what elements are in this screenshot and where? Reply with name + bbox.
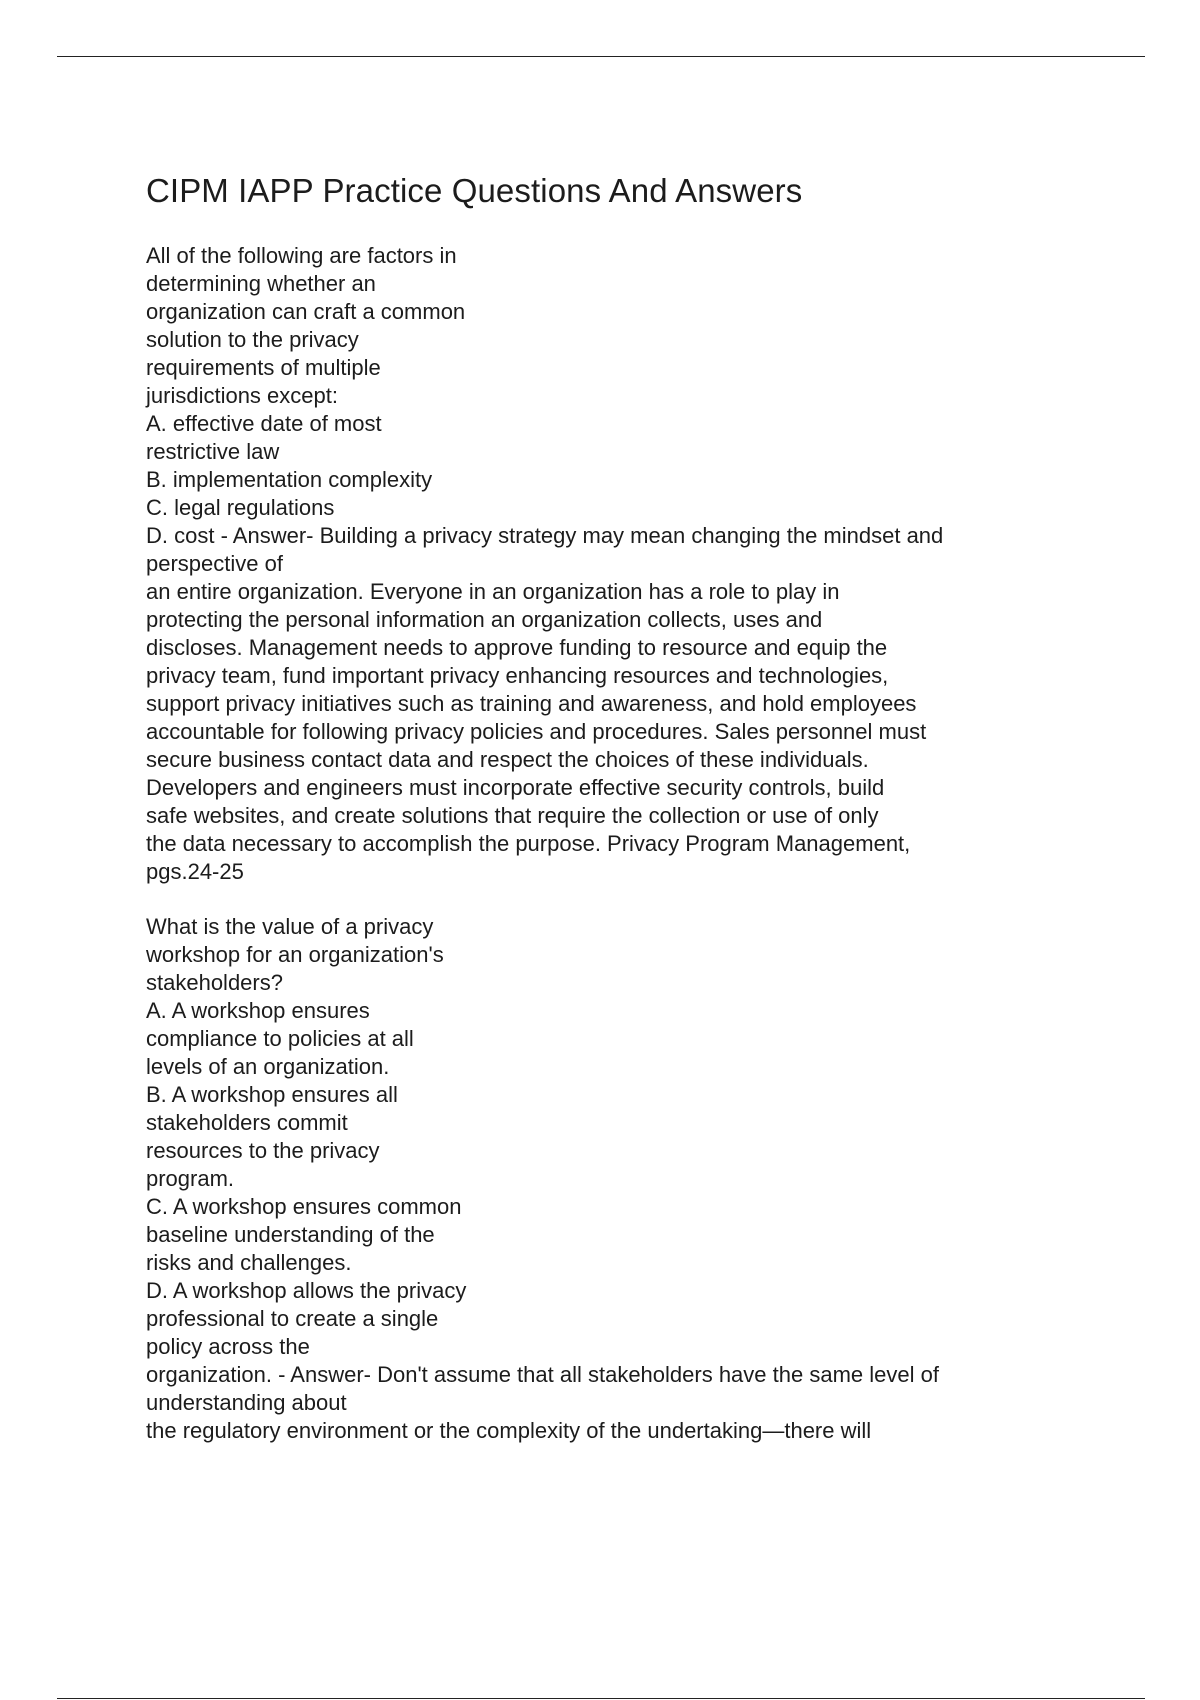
option-line: D. A workshop allows the privacy (146, 1278, 467, 1303)
answer-line: discloses. Management needs to approve funding to resource and equip the (146, 635, 888, 660)
answer-line: D. cost - Answer- Building a privacy strategy may mean changing the mindset and (146, 523, 944, 548)
text-line: jurisdictions except: (146, 383, 338, 408)
option-line: levels of an organization. (146, 1054, 390, 1079)
option-line: C. legal regulations (146, 495, 335, 520)
option-line: C. A workshop ensures common (146, 1194, 462, 1219)
answer-line: Developers and engineers must incorporate effective security controls, build (146, 775, 885, 800)
answer-line: safe websites, and create solutions that require the collection or use of only (146, 803, 879, 828)
answer-line: organization. - Answer- Don't assume that all stakeholders have the same level of (146, 1362, 939, 1387)
option-line: A. effective date of most (146, 411, 382, 436)
qa-item-2 (146, 913, 1046, 1445)
answer-line: secure business contact data and respect the choices of these individuals. (146, 747, 869, 772)
text-line: determining whether an (146, 271, 376, 296)
answer-line: accountable for following privacy policies and procedures. Sales personnel must (146, 719, 927, 744)
text-line: All of the following are factors in (146, 243, 457, 268)
page-title: CIPM IAPP Practice Questions And Answers (146, 172, 803, 209)
text-line: requirements of multiple (146, 355, 381, 380)
answer-line: the regulatory environment or the complexity of the undertaking—there will (146, 1418, 872, 1443)
option-line: policy across the (146, 1334, 310, 1359)
document-body (146, 242, 1046, 1472)
text-line: solution to the privacy (146, 327, 359, 352)
bottom-rule (57, 1698, 1145, 1699)
answer-line: perspective of (146, 551, 283, 576)
text-line: What is the value of a privacy (146, 914, 434, 939)
option-line: program. (146, 1166, 235, 1191)
answer-line: support privacy initiatives such as training and awareness, and hold employees (146, 691, 917, 716)
qa-item-1 (146, 242, 1046, 886)
option-line: professional to create a single (146, 1306, 439, 1331)
answer-line: understanding about (146, 1390, 347, 1415)
option-line: resources to the privacy (146, 1138, 380, 1163)
text-line: stakeholders? (146, 970, 283, 995)
option-line: stakeholders commit (146, 1110, 348, 1135)
answer-line: protecting the personal information an organization collects, uses and (146, 607, 823, 632)
answer-line: privacy team, fund important privacy enhancing resources and technologies, (146, 663, 889, 688)
text-line: organization can craft a common (146, 299, 466, 324)
option-line: A. A workshop ensures (146, 998, 370, 1023)
option-line: compliance to policies at all (146, 1026, 414, 1051)
answer-line: an entire organization. Everyone in an organization has a role to play in (146, 579, 840, 604)
option-line: B. A workshop ensures all (146, 1082, 398, 1107)
top-rule (57, 56, 1145, 57)
option-line: B. implementation complexity (146, 467, 433, 492)
answer-line: the data necessary to accomplish the purpose. Privacy Program Management, (146, 831, 911, 856)
option-line: restrictive law (146, 439, 280, 464)
answer-line: pgs.24-25 (146, 859, 244, 884)
text-line: workshop for an organization's (146, 942, 444, 967)
option-line: baseline understanding of the (146, 1222, 435, 1247)
option-line: risks and challenges. (146, 1250, 352, 1275)
